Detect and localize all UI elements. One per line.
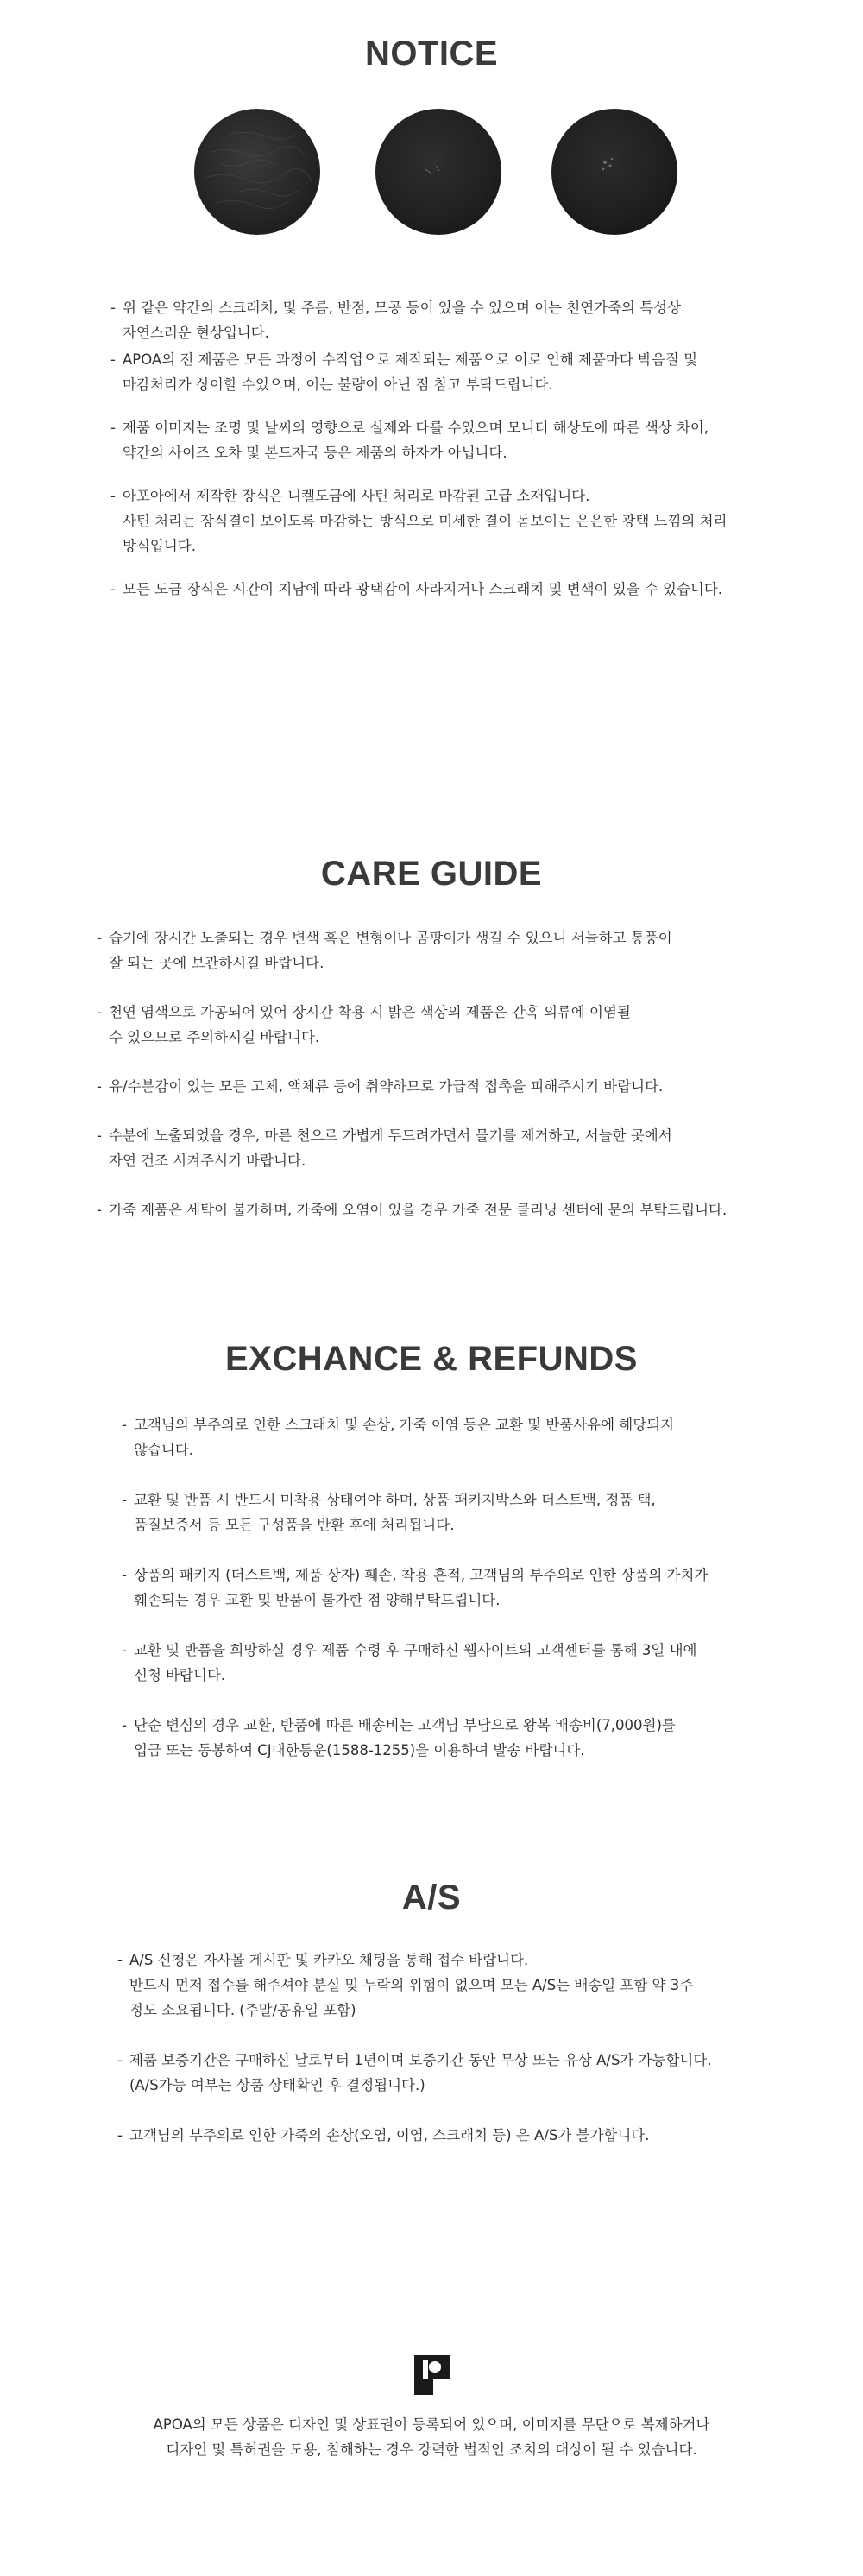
list-item: - 위 같은 약간의 스크래치, 및 주름, 반점, 모공 등이 있을 수 있으며 이는 천연가죽의 특성상 자연스러운 현상입니다. [110, 300, 682, 341]
list-item: - 유/수분감이 있는 모든 고체, 액체류 등에 취약하므로 가급적 접촉을 피해주시기 바랍니다. [97, 1078, 664, 1095]
list-item: - 단순 변심의 경우 교환, 반품에 따른 배송비는 고객님 부담으로 왕복 배송비(7,000원)를 입금 또는 동봉하여 CJ대한통운(1588-1255)을 이용하여 발송 바랍니다. [122, 1717, 676, 1758]
care-guide-title: CARE GUIDE [320, 855, 543, 893]
notice-list [110, 295, 728, 602]
copyright-notice: APOA의 모든 상품은 디자인 및 상표권이 등록되어 있으며, 이미지를 무단으로 복제하거나 디자인 및 특허권을 도용, 침해하는 경우 강력한 법적인 조치의 대상이 될 수 있습니다. [153, 2416, 710, 2458]
notice-title: NOTICE [364, 35, 499, 73]
leather-swatch-texture-image [194, 109, 320, 235]
list-item: - 수분에 노출되었을 경우, 마른 천으로 가볍게 두드려가면서 물기를 제거하고, 서늘한 곳에서 자연 건조 시켜주시기 바랍니다. [97, 1127, 672, 1169]
list-item: - APOA의 전 제품은 모든 과정이 수작업으로 제작되는 제품으로 이로 인해 제품마다 박음질 및 마감처리가 상이할 수있으며, 이는 불량이 아닌 점 참고 부탁드립니다. [110, 351, 698, 393]
list-item: - A/S 신청은 자사몰 게시판 및 카카오 채팅을 통해 접수 바랍니다. 반드시 먼저 접수를 해주셔야 분실 및 누락의 위험이 없으며 모든 A/S는 배송일 포함 약 3주 정도 소요됩니다. (주말/공휴일 포함) [117, 1952, 694, 2018]
as-list [117, 1948, 712, 2148]
list-item: - 교환 및 반품을 희망하실 경우 제품 수령 후 구매하신 웹사이트의 고객센터를 통해 3일 내에 신청 바랍니다. [122, 1642, 697, 1683]
list-item: - 고객님의 부주의로 인한 가죽의 손상(오염, 이염, 스크래치 등) 은 A/S가 불가합니다. [117, 2127, 650, 2144]
list-item: - 상품의 패키지 (더스트백, 제품 상자) 훼손, 착용 흔적, 고객님의 부주의로 인한 상품의 가치가 훼손되는 경우 교환 및 반품이 불가한 점 양해부탁드립니다. [122, 1567, 709, 1608]
as-title: A/S [401, 1878, 462, 1916]
care-guide-list [97, 925, 727, 1222]
list-item: - 가죽 제품은 세탁이 불가하며, 가죽에 오염이 있을 경우 가죽 전문 클리닝 센터에 문의 부탁드립니다. [97, 1202, 728, 1218]
leather-swatch-scratch-image [375, 109, 501, 235]
leather-swatches [0, 109, 863, 238]
list-item: - 습기에 장시간 노출되는 경우 변색 혹은 변형이나 곰팡이가 생길 수 있으니 서늘하고 통풍이 잘 되는 곳에 보관하시길 바랍니다. [97, 930, 672, 971]
list-item: - 고객님의 부주의로 인한 스크래치 및 손상, 가죽 이염 등은 교환 및 반품사유에 해당되지 않습니다. [122, 1417, 675, 1458]
exchange-refunds-title: EXCHANCE & REFUNDS [225, 1340, 638, 1378]
exchange-refunds-list [122, 1412, 708, 1763]
apoa-logo-icon [413, 2353, 452, 2396]
list-item: - 교환 및 반품 시 반드시 미착용 상태여야 하며, 상품 패키지박스와 더스트백, 정품 택, 품질보증서 등 모든 구성품을 반환 후에 처리됩니다. [122, 1492, 656, 1533]
list-item: - 제품 이미지는 조명 및 날씨의 영향으로 실제와 다를 수있으며 모니터 해상도에 따른 색상 차이, 약간의 사이즈 오차 및 본드자국 등은 제품의 하자가 아닙니다. [110, 420, 709, 461]
list-item: - 모든 도금 장식은 시간이 지남에 따라 광택감이 사라지거나 스크래치 및 변색이 있을 수 있습니다. [110, 581, 723, 597]
leather-swatch-spot-image [551, 109, 677, 235]
list-item: - 제품 보증기간은 구매하신 날로부터 1년이며 보증기간 동안 무상 또는 유상 A/S가 가능합니다. (A/S가능 여부는 상품 상태확인 후 결정됩니다.) [117, 2052, 712, 2093]
list-item: - 천연 염색으로 가공되어 있어 장시간 착용 시 밝은 색상의 제품은 간혹 의류에 이염될 수 있으므로 주의하시길 바랍니다. [97, 1004, 631, 1045]
list-item: - 아포아에서 제작한 장식은 니켈도금에 사틴 처리로 마감된 고급 소재입니다. 사틴 처리는 장식결이 보이도록 마감하는 방식으로 미세한 결이 돋보이는 은은한 광택 느낌의 처리 방식입니다. [110, 488, 728, 554]
